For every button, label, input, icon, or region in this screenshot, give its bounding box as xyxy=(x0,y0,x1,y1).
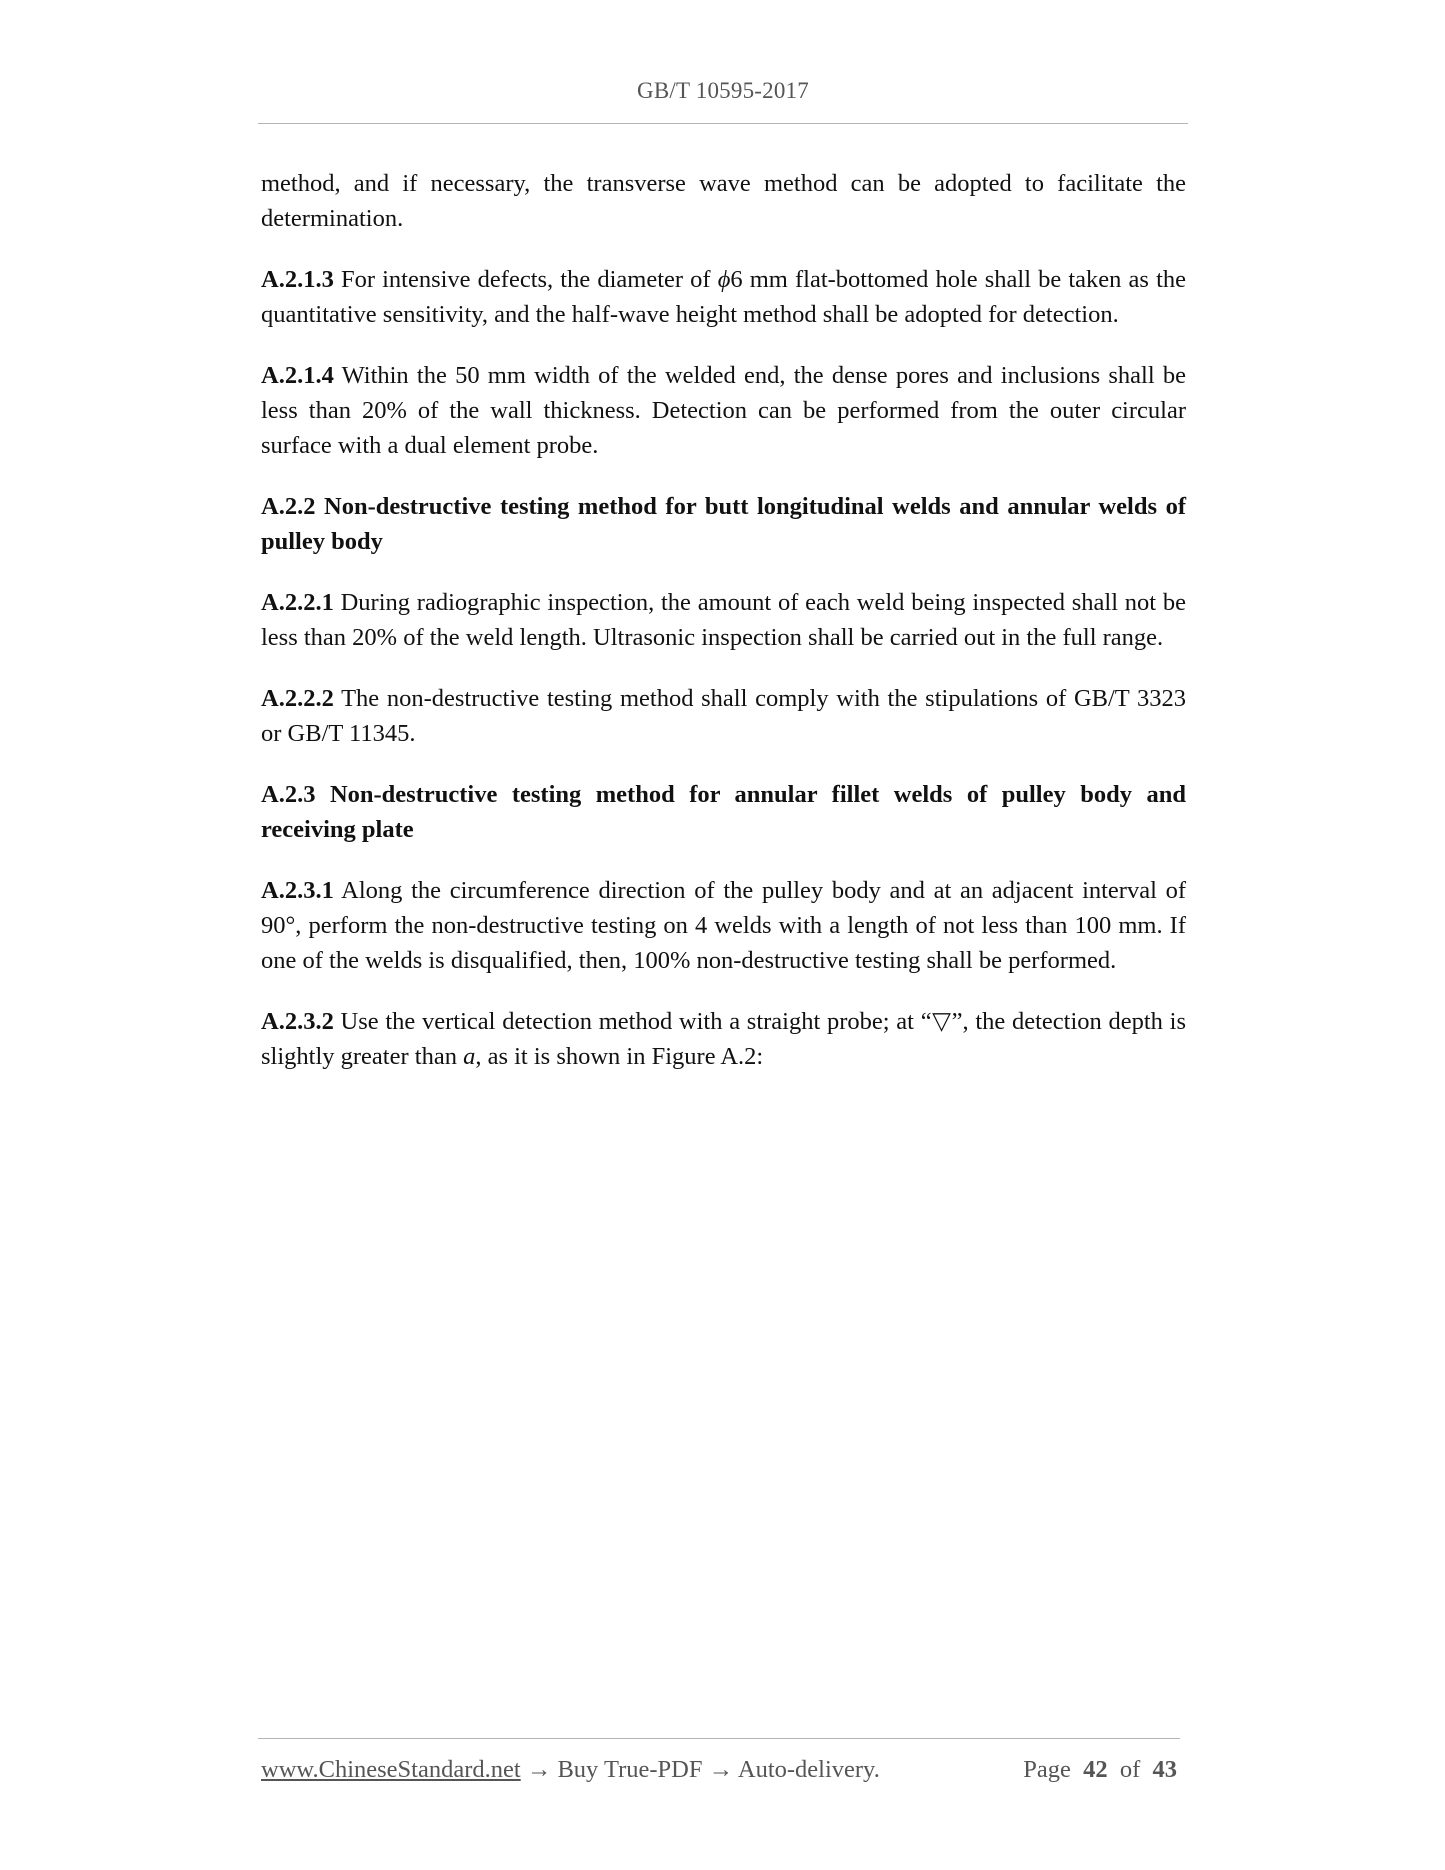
arrow-icon: → xyxy=(702,1756,738,1783)
clause-text: Along the circumference direction of the pulley body and at an adjacent interval of 90°, perform the non-destructive testing on 4 welds with a length of not less than 100 mm. If one of the welds is disqualified, then, 100% non-destructive testing shall be performed. xyxy=(261,877,1186,974)
clause-number: A.2.2.1 xyxy=(261,589,334,616)
page-current: 42 xyxy=(1083,1756,1108,1783)
clause-text-part-b: , as it is shown in Figure A.2: xyxy=(475,1043,764,1070)
clause-number: A.2.1.4 xyxy=(261,362,334,389)
page-indicator xyxy=(1023,1756,1177,1784)
clause-a-2-1-4 xyxy=(261,358,1186,463)
clause-a-2-3-2 xyxy=(261,1004,1186,1074)
phi-symbol: ϕ xyxy=(717,266,731,293)
clause-text-part-a: For intensive defects, the diameter of xyxy=(333,266,718,293)
heading-text: A.2.3 Non-destructive testing method for annular fillet welds of pulley body and receiving plate xyxy=(261,781,1186,843)
variable-a: a xyxy=(463,1043,476,1070)
footer-divider xyxy=(258,1738,1180,1739)
clause-text: During radiographic inspection, the amount of each weld being inspected shall not be less than 20% of the weld length. Ultrasonic inspection shall be carried out in the full range. xyxy=(261,589,1186,651)
section-heading-a-2-2 xyxy=(261,489,1186,559)
delivery-text: Auto-delivery. xyxy=(737,1756,880,1783)
clause-a-2-3-1 xyxy=(261,873,1186,978)
clause-number: A.2.3.1 xyxy=(261,877,334,904)
of-label: of xyxy=(1119,1756,1141,1783)
header-divider xyxy=(258,123,1188,124)
heading-text: A.2.2 Non-destructive testing method for butt longitudinal welds and annular welds of pulley body xyxy=(261,493,1186,555)
document-body xyxy=(261,166,1186,1100)
buy-text: Buy True-PDF xyxy=(557,1756,703,1783)
section-heading-a-2-3 xyxy=(261,777,1186,847)
paragraph-text: method, and if necessary, the transverse wave method can be adopted to facilitate the determination. xyxy=(261,170,1186,232)
clause-number: A.2.2.2 xyxy=(261,685,334,712)
clause-number: A.2.3.2 xyxy=(261,1008,334,1035)
paragraph-continuation xyxy=(261,166,1186,236)
page-label: Page xyxy=(1023,1756,1071,1783)
clause-a-2-2-1 xyxy=(261,585,1186,655)
clause-number: A.2.1.3 xyxy=(261,266,334,293)
clause-text: The non-destructive testing method shall comply with the stipulations of GB/T 3323 or GB/T 11345. xyxy=(261,685,1186,747)
arrow-icon: → xyxy=(520,1756,558,1783)
clause-text-part-b: 6 mm flat-bottomed hole shall be taken as the quantitative sensitivity, and the half-wave height method shall be adopted for detection. xyxy=(261,266,1187,328)
footer-promo xyxy=(261,1756,880,1784)
clause-text-part-a: Use the vertical detection method with a straight probe; at “▽”, the detection depth is slightly greater than xyxy=(261,1008,1186,1070)
clause-a-2-1-3 xyxy=(261,262,1186,332)
clause-a-2-2-2 xyxy=(261,681,1186,751)
running-header: GB/T 10595-2017 xyxy=(637,78,809,103)
page-total: 43 xyxy=(1152,1756,1177,1783)
clause-text: Within the 50 mm width of the welded end, the dense pores and inclusions shall be less than 20% of the wall thickness. Detection can be performed from the outer circular surface with a dual element probe. xyxy=(261,362,1186,459)
website-link[interactable]: www.ChineseStandard.net xyxy=(261,1756,521,1783)
